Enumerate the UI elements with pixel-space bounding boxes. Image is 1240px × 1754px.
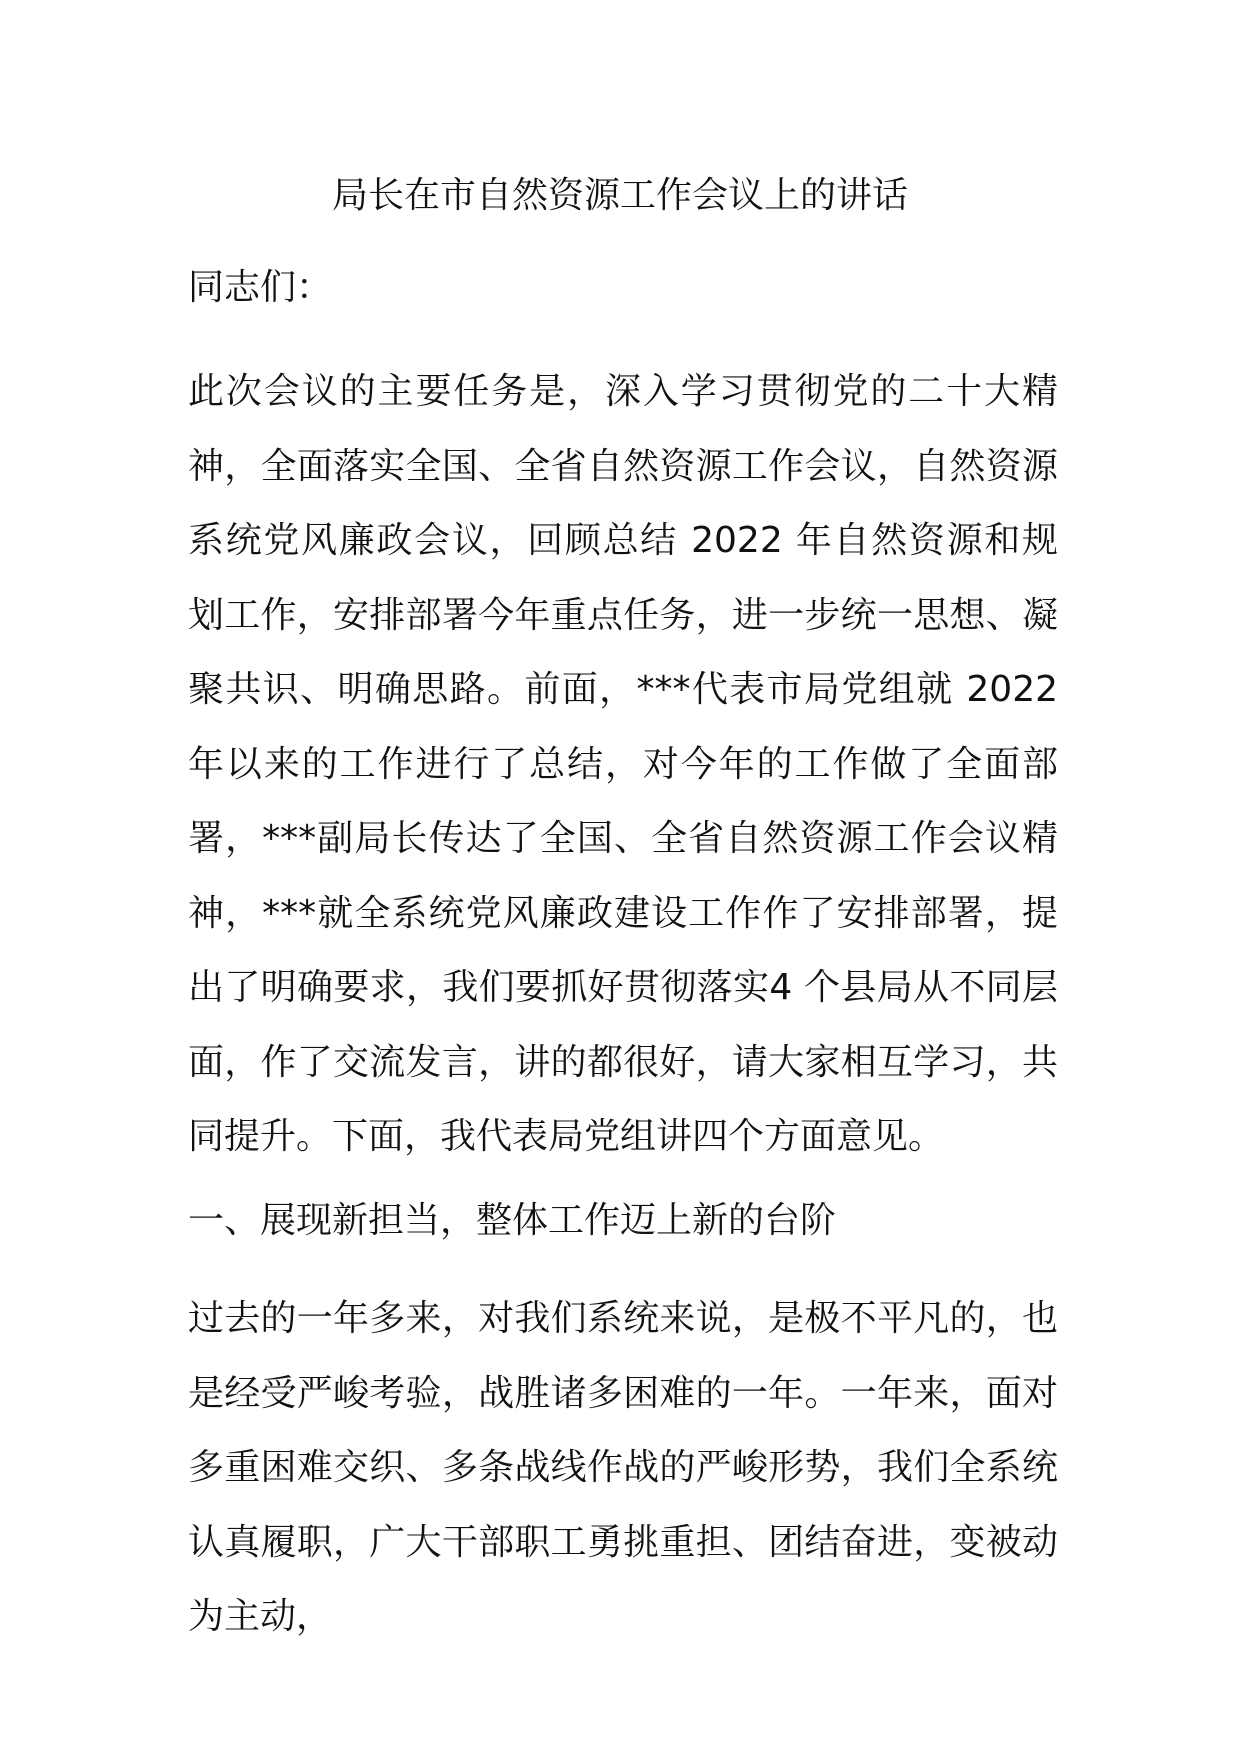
- document-title: 局长在市自然资源工作会议上的讲话: [331, 175, 908, 216]
- paragraph-intro: 此次会议的主要任务是，深入学习贯彻党的二十大精神，全面落实全国、全省自然资源工作会议，自然资源系统党风廉政会议，回顾总结 2022 年自然资源和规划工作，安排部署今年重点任务，进一步统一思想、凝聚共识、明确思路。前面，***代表市局党组就 2022 年以来的工作进行了总结，对今年的工作做了全面部署，***副局长传达了全国、全省自然资源工作会议精神，***就全系统党风廉政建设工作作了安排部署，提出了明确要求，我们要抓好贯彻落实4 个县局从不同层面，作了交流发言，讲的都很好，请大家相互学习，共同提升。下面，我代表局党组讲四个方面意见。: [188, 371, 1058, 1157]
- greeting: 同志们：: [188, 267, 333, 308]
- paragraph-section-one: 过去的一年多来，对我们系统来说，是极不平凡的，也是经受严峻考验，战胜诸多困难的一年。一年来，面对多重困难交织、多条战线作战的严峻形势，我们全系统认真履职，广大干部职工勇挑重担、团结奋进，变被动为主动，: [188, 1298, 1058, 1637]
- section-heading: 一、展现新担当，整体工作迈上新的台阶: [188, 1200, 837, 1241]
